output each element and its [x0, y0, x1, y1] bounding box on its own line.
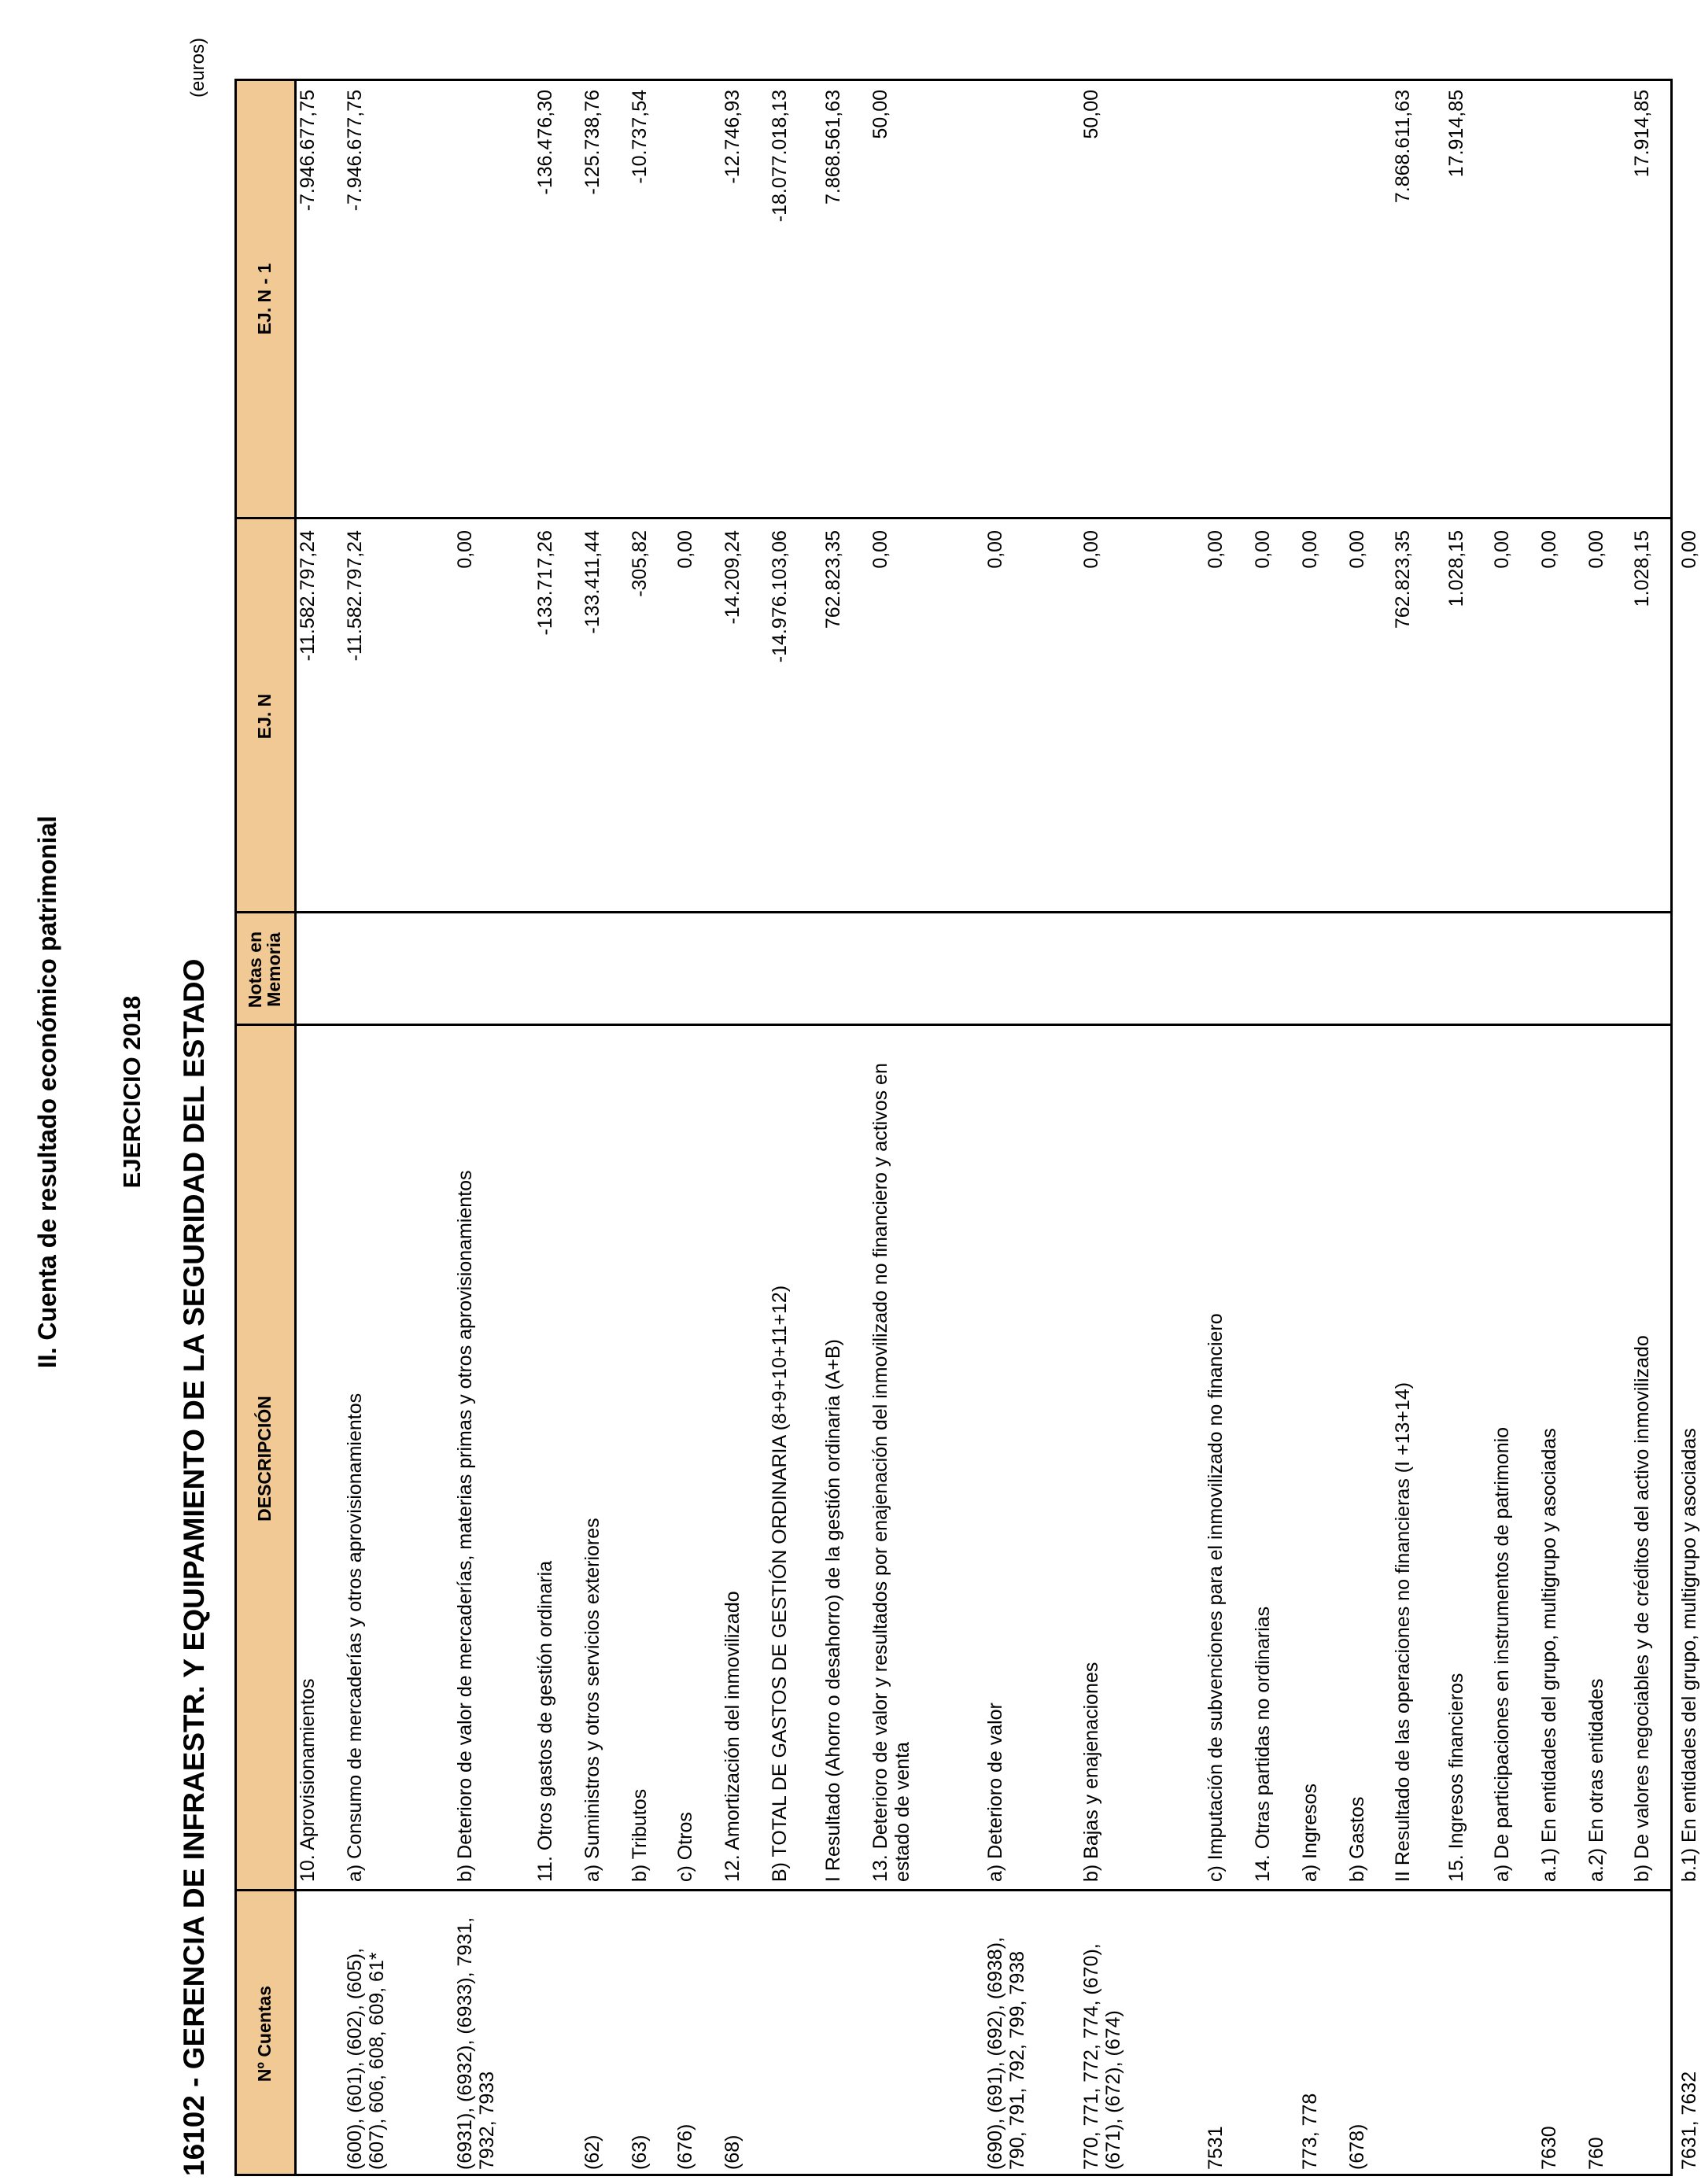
header-col-descripcion: DESCRIPCIÓN: [234, 1026, 294, 1891]
cell-ej-n: 0,00: [869, 530, 891, 569]
cell-descripcion: b) De valores negociables y de créditos del activo inmovilizado: [1631, 1335, 1653, 1882]
cell-cuentas: (690), (691), (692), (6938), 790, 791, 792, 799, 7938: [984, 1937, 1028, 2170]
cell-descripcion: c) Imputación de subvenciones para el inmovilizado no financiero: [1205, 1313, 1227, 1882]
cell-descripcion: c) Otros: [674, 1812, 696, 1882]
cell-ej-n1: 50,00: [1080, 90, 1102, 139]
cell-ej-n: -14.976.103,06: [769, 530, 791, 663]
cell-cuentas: 760: [1585, 2137, 1607, 2170]
cell-descripcion: I Resultado (Ahorro o desahorro) de la gestión ordinaria (A+B): [822, 1339, 844, 1882]
entity-title: 16102 - GERENCIA DE INFRAESTR. Y EQUIPAMIENTO DE LA SEGURIDAD DEL ESTADO: [178, 958, 210, 2176]
cell-ej-n: -11.582.797,24: [297, 530, 319, 662]
cell-ej-n1: 17.914,85: [1445, 90, 1467, 178]
cell-ej-n: -11.582.797,24: [344, 530, 366, 662]
unit-label: (euros): [187, 38, 208, 98]
cell-ej-n1: -7.946.677,75: [344, 90, 366, 212]
cell-descripcion: 13. Deterioro de valor y resultados por enajenación del inmovilizado no financiero y activos en estado de venta: [869, 1063, 913, 1882]
cell-cuentas: 773, 778: [1299, 2093, 1321, 2170]
cell-cuentas: (678): [1346, 2123, 1368, 2170]
cell-descripcion: a) Deterioro de valor: [984, 1703, 1006, 1882]
cell-descripcion: b) Bajas y enajenaciones: [1080, 1662, 1102, 1882]
cell-ej-n: 0,00: [1491, 530, 1513, 569]
cell-descripcion: 14. Otras partidas no ordinarias: [1252, 1606, 1274, 1882]
cell-ej-n1: -12.746,93: [721, 90, 743, 184]
cell-descripcion: b) Deterioro de valor de mercaderías, materias primas y otros aprovisionamientos: [454, 1170, 476, 1882]
header-col-ej-n1: EJ. N - 1: [234, 79, 294, 519]
cell-ej-n1: 7.868.561,63: [822, 90, 844, 205]
cell-ej-n: -305,82: [629, 530, 651, 597]
cell-ej-n1: 50,00: [869, 90, 891, 139]
cell-cuentas: (62): [581, 2134, 603, 2170]
year-title: EJERCICIO 2018: [118, 995, 146, 1189]
cell-ej-n: 0,00: [454, 530, 476, 569]
cell-ej-n: 0,00: [1585, 530, 1607, 569]
cell-descripcion: 11. Otros gastos de gestión ordinaria: [534, 1560, 556, 1882]
cell-descripcion: b) Tributos: [629, 1788, 651, 1882]
cell-cuentas: (600), (601), (602), (605), (607), 606, 608, 609, 61*: [344, 1947, 388, 2170]
cell-ej-n: 762.823,35: [822, 530, 844, 629]
cell-descripcion: b.1) En entidades del grupo, multigrupo y asociadas: [1678, 1428, 1700, 1882]
cell-descripcion: B) TOTAL DE GASTOS DE GESTIÓN ORDINARIA (8+9+10+11+12): [769, 1285, 791, 1882]
cell-ej-n: 0,00: [1678, 530, 1700, 569]
cell-ej-n: 0,00: [984, 530, 1006, 569]
cell-ej-n: 0,00: [1346, 530, 1368, 569]
cell-ej-n: 0,00: [1538, 530, 1560, 569]
cell-descripcion: a) Consumo de mercaderías y otros aprovisionamientos: [344, 1393, 366, 1882]
cell-ej-n1: -7.946.677,75: [297, 90, 319, 212]
cell-cuentas: 7631, 7632: [1678, 2071, 1700, 2170]
cell-cuentas: (676): [674, 2123, 696, 2170]
cell-ej-n1: -18.077.018,13: [769, 90, 791, 223]
cell-ej-n: 0,00: [1080, 530, 1102, 569]
cell-descripcion: b) Gastos: [1346, 1796, 1368, 1882]
cell-cuentas: (68): [721, 2134, 743, 2170]
cell-ej-n: 0,00: [1299, 530, 1321, 569]
section-title: II. Cuenta de resultado económico patrimonial: [33, 815, 61, 1369]
cell-ej-n1: -125.738,76: [581, 90, 603, 195]
cell-ej-n: 0,00: [1205, 530, 1227, 569]
cell-ej-n: -133.411,44: [581, 530, 603, 634]
cell-ej-n1: -136.476,30: [534, 90, 556, 195]
cell-descripcion: 12. Amortización del inmovilizado: [721, 1591, 743, 1882]
cell-ej-n: 1.028,15: [1445, 530, 1467, 607]
cell-ej-n: 1.028,15: [1631, 530, 1653, 607]
cell-ej-n: 0,00: [1252, 530, 1274, 569]
cell-descripcion: 15. Ingresos financieros: [1445, 1673, 1467, 1882]
cell-descripcion: II Resultado de las operaciones no financieras (I +13+14): [1392, 1382, 1414, 1882]
cell-cuentas: 7630: [1538, 2126, 1560, 2170]
cell-ej-n1: 17.914,85: [1631, 90, 1653, 178]
cell-cuentas: 770, 771, 772, 774, (670), (671), (672), (674): [1080, 1943, 1124, 2170]
cell-descripcion: a) Ingresos: [1299, 1783, 1321, 1882]
cell-ej-n: -133.717,26: [534, 530, 556, 636]
cell-ej-n: 0,00: [674, 530, 696, 569]
cell-cuentas: (63): [629, 2134, 651, 2170]
cell-descripcion: a.2) En otras entidades: [1585, 1678, 1607, 1882]
cell-cuentas: 7531: [1205, 2126, 1227, 2170]
cell-ej-n1: 7.868.611,63: [1392, 90, 1414, 204]
cell-descripcion: a) Suministros y otros servicios exteriores: [581, 1518, 603, 1882]
cell-ej-n: 762.823,35: [1392, 530, 1414, 629]
column-divider: [234, 1889, 1673, 1891]
cell-descripcion: a) De participaciones en instrumentos de patrimonio: [1491, 1426, 1513, 1882]
cell-cuentas: (6931), (6932), (6933), 7931, 7932, 7933: [454, 1917, 498, 2170]
cell-ej-n: -14.209,24: [721, 530, 743, 625]
cell-ej-n1: -10.737,54: [629, 90, 651, 184]
header-col-ej-n: EJ. N: [234, 519, 294, 913]
header-col-notas: Notas en Memoria: [234, 913, 294, 1026]
cell-descripcion: a.1) En entidades del grupo, multigrupo y asociadas: [1538, 1428, 1560, 1882]
header-col-cuentas: Nº Cuentas: [234, 1891, 294, 2176]
results-table: [234, 79, 1700, 2176]
column-divider: [234, 1024, 1673, 1026]
cell-descripcion: 10. Aprovisionamientos: [297, 1678, 319, 1882]
